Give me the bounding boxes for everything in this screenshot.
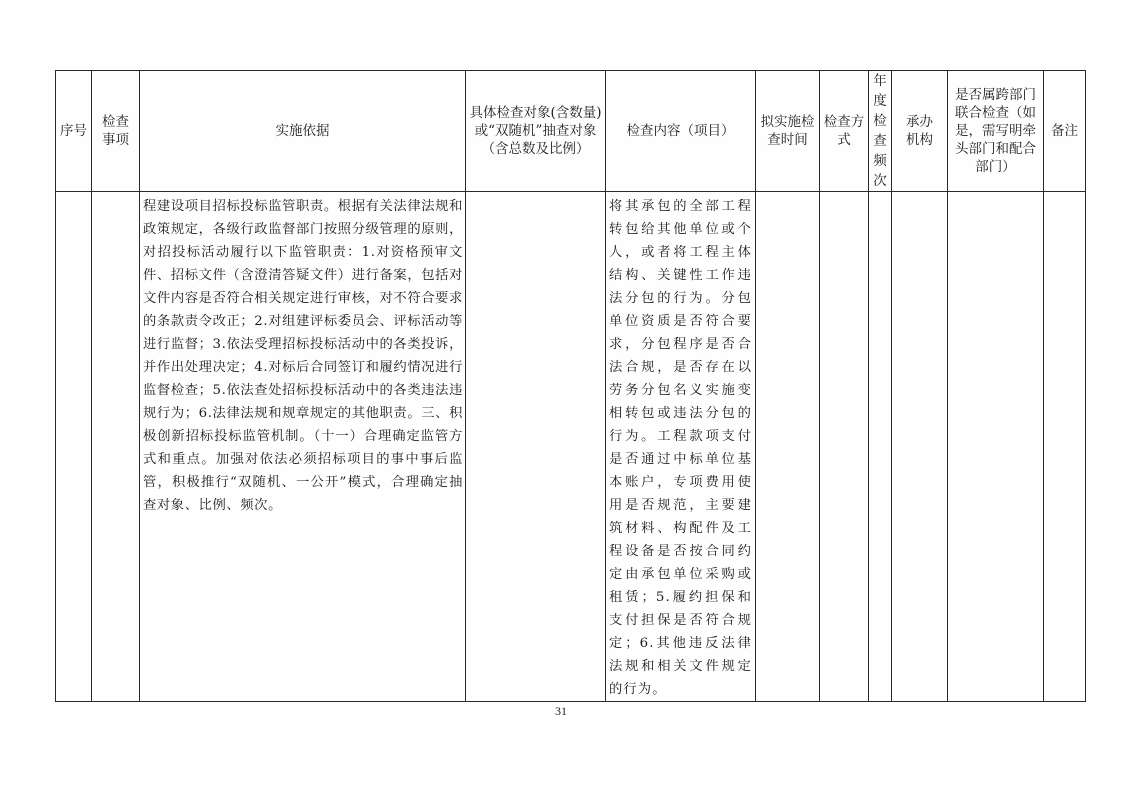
- header-objects: 具体检查对象(含数量)或“双随机”抽查对象（含总数及比例）: [466, 71, 606, 192]
- inspection-plan-table: [55, 70, 1086, 702]
- table-header-row: [56, 71, 1086, 192]
- header-content: 检查内容（项目）: [606, 71, 756, 192]
- header-item: 检查事项: [92, 71, 140, 192]
- cell-method: [820, 192, 869, 702]
- table-row: [56, 192, 1086, 702]
- cell-content: 将其承包的全部工程转包给其他单位或个人，或者将工程主体结构、关键性工作违法分包的行为。分包单位资质是否符合要求，分包程序是否合法合规，是否存在以劳务分包名义实施变相转包或违法分包的行为。工程款项支付是否通过中标单位基本账户，专项费用使用是否规范，主要建筑材料、构配件及工程设备是否按合同约定由承包单位采购或租赁；5.履约担保和支付担保是否符合规定；6.其他违反法律法规和相关文件规定的行为。: [606, 192, 756, 702]
- header-time: 拟实施检查时间: [756, 71, 820, 192]
- header-remarks: 备注: [1044, 71, 1086, 192]
- cell-remarks: [1044, 192, 1086, 702]
- cell-item: [92, 192, 140, 702]
- cell-joint: [948, 192, 1044, 702]
- page-number: 31: [555, 704, 567, 718]
- header-basis: 实施依据: [140, 71, 466, 192]
- cell-agency: [892, 192, 948, 702]
- cell-time: [756, 192, 820, 702]
- cell-seq: [56, 192, 92, 702]
- header-joint: 是否属跨部门联合检查（如是，需写明牵头部门和配合部门）: [948, 71, 1044, 192]
- header-seq: 序号: [56, 71, 92, 192]
- header-frequency: 年度检查频次: [869, 71, 892, 192]
- header-method: 检查方式: [820, 71, 869, 192]
- cell-objects: [466, 192, 606, 702]
- header-agency: 承办机构: [892, 71, 948, 192]
- cell-basis: 程建设项目招标投标监管职责。根据有关法律法规和政策规定，各级行政监督部门按照分级管理的原则，对招投标活动履行以下监管职责：1.对资格预审文件、招标文件（含澄清答疑文件）进行备案，包括对文件内容是否符合相关规定进行审核，对不符合要求的条款责令改正；2.对组建评标委员会、评标活动等进行监督；3.依法受理招标投标活动中的各类投诉，并作出处理决定；4.对标后合同签订和履约情况进行监督检查；5.依法查处招标投标活动中的各类违法违规行为；6.法律法规和规章规定的其他职责。三、积极创新招标投标监管机制。（十一）合理确定监管方式和重点。加强对依法必须招标项目的事中事后监管，积极推行“双随机、一公开”模式，合理确定抽查对象、比例、频次。: [140, 192, 466, 702]
- cell-frequency: [869, 192, 892, 702]
